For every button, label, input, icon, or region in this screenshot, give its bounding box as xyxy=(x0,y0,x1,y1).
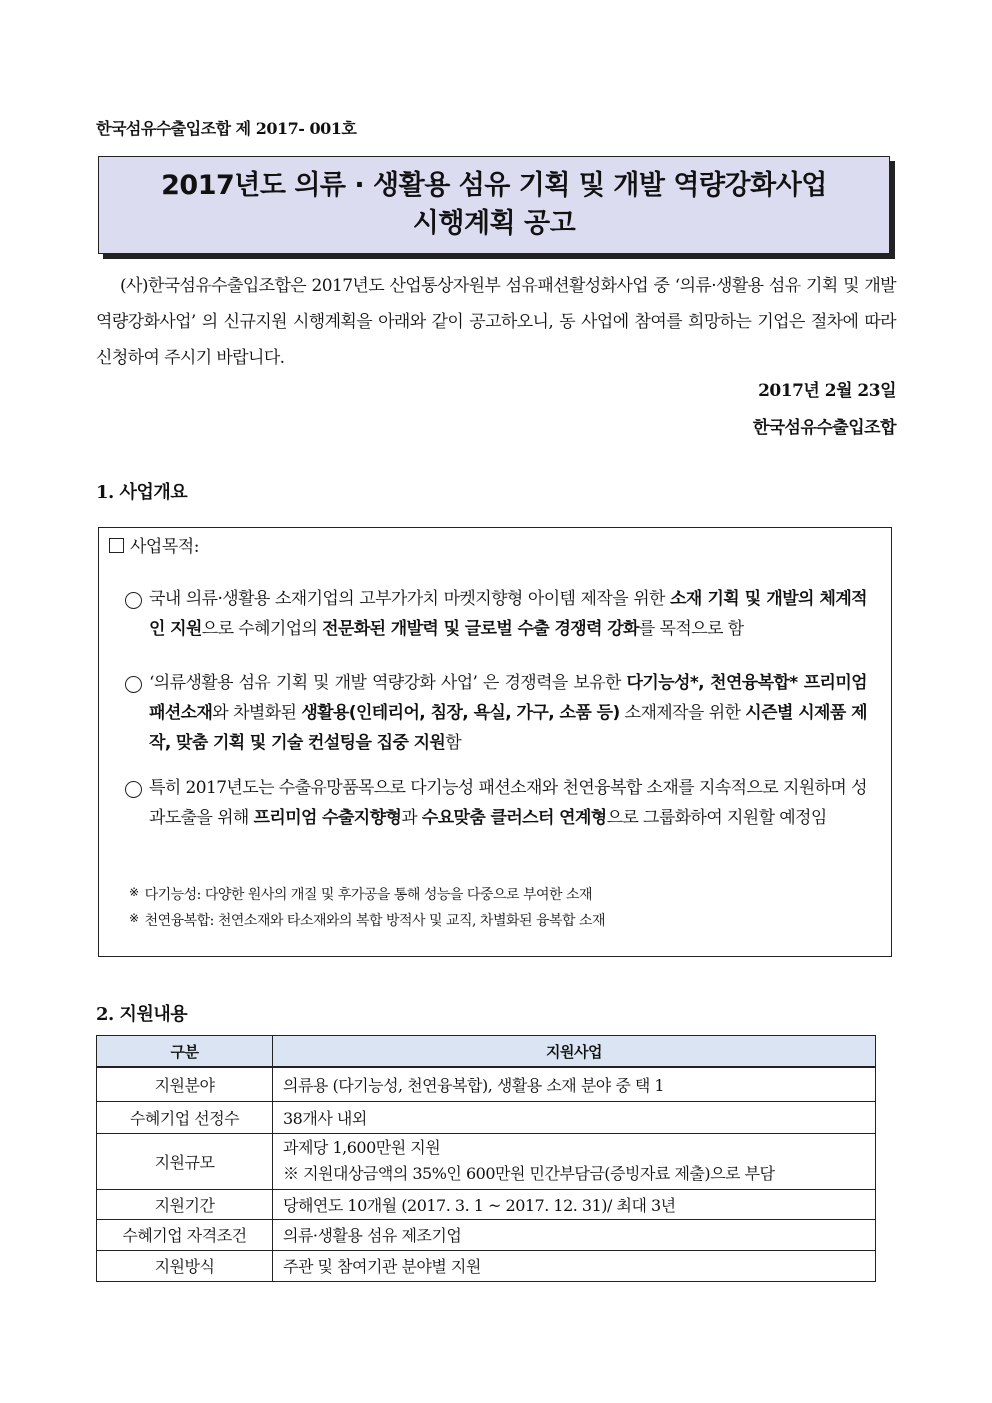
footnote-text: 다기능성: 다양한 원사의 개질 및 후가공을 통해 성능을 다중으로 부여한 소재 xyxy=(144,887,593,903)
issuing-organization: 한국섬유수출입조합 xyxy=(752,418,896,438)
row-value: 당해연도 10개월 (2017. 3. 1 ~ 2017. 12. 31)/ 최대 3년 xyxy=(273,1189,876,1219)
support-table xyxy=(96,1035,876,1282)
item-text: 국내 의류·생활용 소재기업의 고부가가치 마켓지향형 아이템 제작을 위한 xyxy=(149,589,671,609)
table-header-row xyxy=(97,1036,876,1068)
footnote-text: 천연융복합: 천연소재와 타소재와의 복합 방적사 및 교직, 차별화된 융복합 소재 xyxy=(144,913,606,929)
reference-mark-icon: ※ xyxy=(129,911,139,925)
item-bold-text: 다기능성*, 천연융복합* 프리미엄 패션소재 xyxy=(149,673,867,723)
title-box xyxy=(98,156,890,254)
row-label: 지원분야 xyxy=(97,1067,273,1101)
row-value-line: 과제당 1,600만원 지원 xyxy=(283,1138,441,1157)
reference-mark-icon: ※ xyxy=(129,885,139,899)
table-row xyxy=(97,1067,876,1101)
business-overview-box xyxy=(98,527,892,957)
item-text: 으로 그룹화하여 지원할 예정임 xyxy=(606,808,827,828)
column-header: 구분 xyxy=(97,1036,273,1068)
item-bold-text: 수요맞춤 클러스터 연계형 xyxy=(421,808,607,828)
box-heading xyxy=(109,532,199,557)
item-text: 와 차별화된 xyxy=(212,703,302,723)
row-value: 주관 및 참여기관 분야별 지원 xyxy=(273,1250,876,1281)
item-bold-text: 소재 기획 및 개발의 체계적인 지원 xyxy=(149,589,867,639)
item-text: 과 xyxy=(401,808,422,828)
row-label: 수혜기업 자격조건 xyxy=(97,1219,273,1250)
row-value-line: ※ 지원대상금액의 35%인 600만원 민간부담금(증빙자료 제출)으로 부담 xyxy=(283,1164,775,1183)
square-bullet-icon xyxy=(109,538,124,553)
circle-bullet-icon xyxy=(125,781,142,798)
table-row xyxy=(97,1189,876,1219)
footnote-natural-hybrid xyxy=(129,910,605,930)
item-bold-text: 전문화된 개발력 및 글로벌 수출 경쟁력 강화 xyxy=(322,619,639,639)
item-text: 를 목적으로 함 xyxy=(638,619,744,639)
purpose-item-3 xyxy=(125,773,867,833)
circle-bullet-icon xyxy=(125,592,142,609)
table-row xyxy=(97,1250,876,1281)
circle-bullet-icon xyxy=(125,676,142,693)
table-row xyxy=(97,1133,876,1189)
footnote-multifunctional xyxy=(129,884,592,904)
title-line-2: 시행계획 공고 xyxy=(412,208,576,239)
table-row xyxy=(97,1219,876,1250)
purpose-item-1 xyxy=(125,584,867,644)
item-text: 함 xyxy=(445,733,462,753)
item-bold-text: 시즌별 시제품 제작, 맞춤 기획 및 기술 컨설팅을 집중 지원 xyxy=(149,703,868,753)
announcement-date: 2017년 2월 23일 xyxy=(758,381,896,401)
row-value: 38개사 내외 xyxy=(273,1101,876,1133)
item-text: 소재제작을 위한 xyxy=(619,703,746,723)
box-heading-text: 사업목적: xyxy=(130,537,199,557)
item-text: ‘의류생활용 섬유 기획 및 개발 역량강화 사업’ 은 경쟁력을 보유한 xyxy=(149,673,627,693)
row-label: 지원기간 xyxy=(97,1189,273,1219)
row-value xyxy=(273,1133,876,1189)
item-text: 특히 2017년도는 수출유망품목으로 다기능성 패션소재와 천연융복합 소재를 지속적으로 지원하며 성과도출을 위해 xyxy=(149,778,867,828)
section-1-title: 1. 사업개요 xyxy=(96,482,188,503)
document-number: 한국섬유수출입조합 제 2017- 001호 xyxy=(96,119,357,138)
intro-paragraph xyxy=(96,268,896,376)
row-label: 지원규모 xyxy=(97,1133,273,1189)
section-2-title: 2. 지원내용 xyxy=(96,1004,188,1025)
table-row xyxy=(97,1101,876,1133)
row-value: 의류용 (다기능성, 천연융복합), 생활용 소재 분야 중 택 1 xyxy=(273,1067,876,1101)
item-bold-text: 프리미엄 수출지향형 xyxy=(253,808,402,828)
title-line-1: 2017년도 의류 · 생활용 섬유 기획 및 개발 역량강화사업 xyxy=(161,170,827,201)
intro-text: (사)한국섬유수출입조합은 2017년도 산업통상자원부 섬유패션활성화사업 중 ‘의류·생활용 섬유 기획 및 개발 역량강화사업’ 의 신규지원 시행계획을 아래와 같이 공고하오니, 동 사업에 참여를 희망하는 기업은 절차에 따라 신청하여 주시기 바랍니다. xyxy=(96,276,896,368)
item-text: 으로 수혜기업의 xyxy=(201,619,323,639)
column-header: 지원사업 xyxy=(273,1036,876,1068)
row-value: 의류·생활용 섬유 제조기업 xyxy=(273,1219,876,1250)
item-bold-text: 생활용(인테리어, 침장, 욕실, 가구, 소품 등) xyxy=(301,703,620,723)
row-label: 지원방식 xyxy=(97,1250,273,1281)
row-label: 수혜기업 선정수 xyxy=(97,1101,273,1133)
purpose-item-2 xyxy=(125,668,867,758)
